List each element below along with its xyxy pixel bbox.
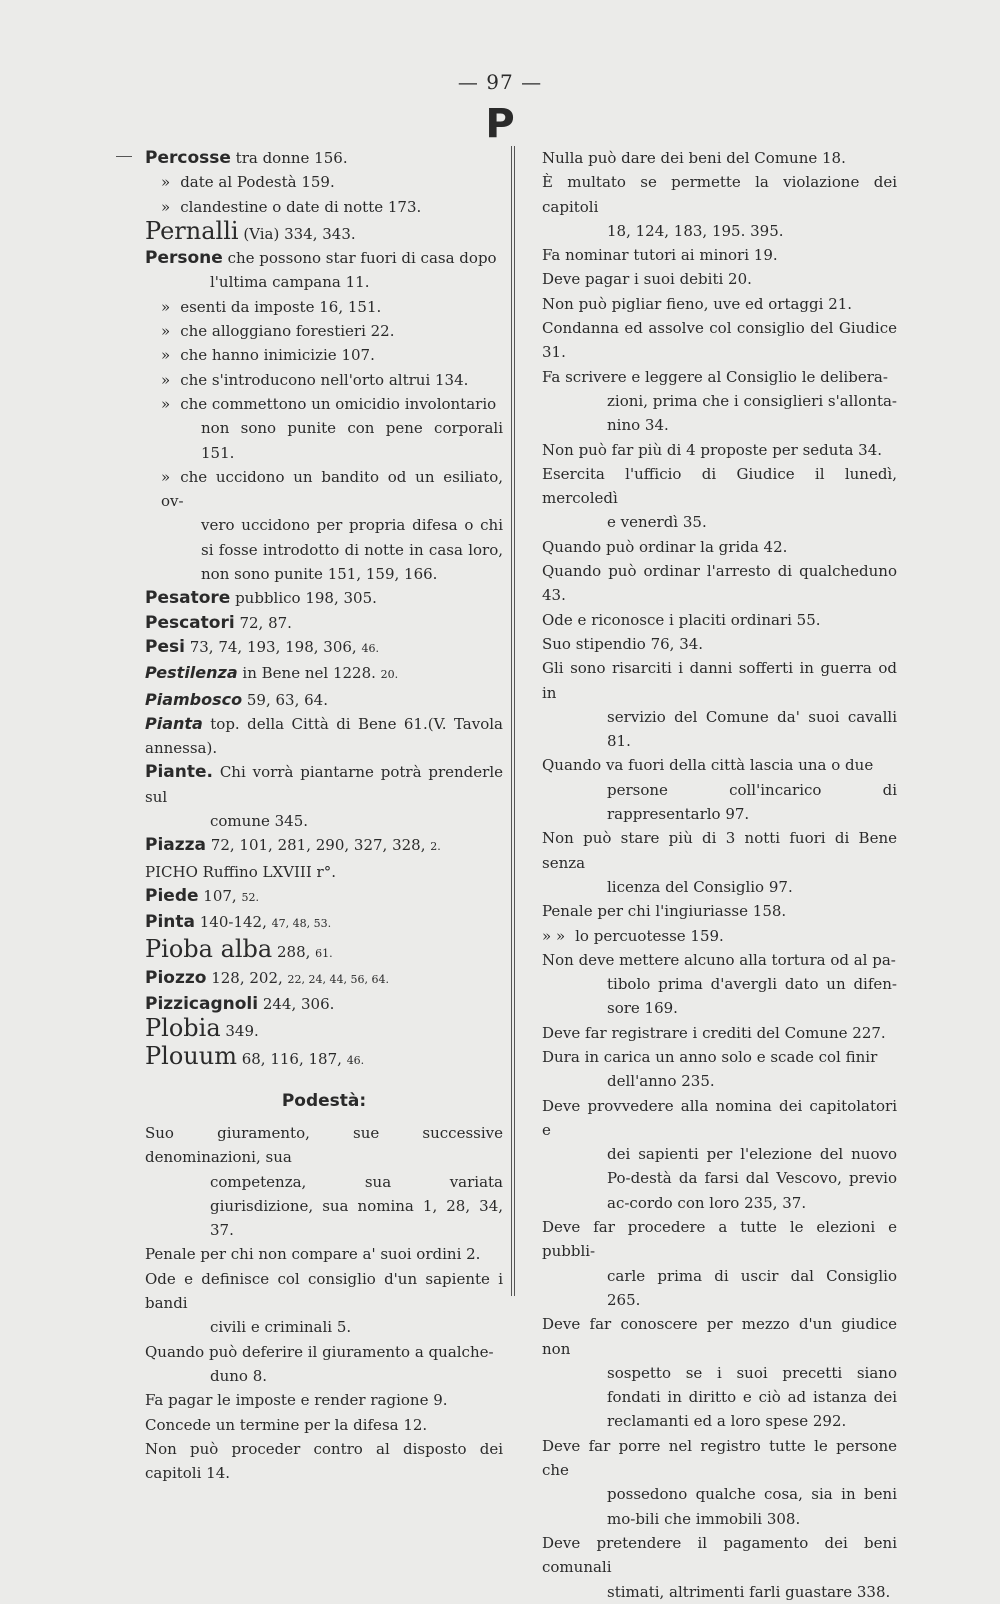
index-entry <box>145 1388 503 1412</box>
entry-text: Penale per chi non compare a' suoi ordini 2. <box>145 1245 481 1264</box>
entry-continuation: civili e criminali 5. <box>210 1318 352 1337</box>
entry-text: date al Podestà 159. <box>180 173 335 192</box>
index-entry <box>145 1413 503 1437</box>
entry-text: Deve far conoscere per mezzo d'un giudice non <box>542 1315 897 1358</box>
index-entry <box>145 992 503 1016</box>
index-entry <box>145 884 503 910</box>
entry-continuation: e venerdì 35. <box>607 513 707 532</box>
index-entry <box>542 1094 897 1215</box>
index-entry <box>145 910 503 936</box>
entry-continuation: dell'anno 235. <box>607 1072 715 1091</box>
index-entry <box>145 966 503 992</box>
entry-text: Chi vorrà piantarne potrà prenderle sul <box>145 763 503 806</box>
entry-text: 349. <box>220 1022 259 1041</box>
index-entries <box>145 146 503 1073</box>
index-entry <box>145 195 503 219</box>
entry-text: 72, 101, 281, 290, 327, 328, <box>206 836 431 855</box>
index-entry <box>542 1531 897 1604</box>
entry-page-ref: 46. <box>346 1053 365 1067</box>
page-number: — 97 — <box>457 70 543 94</box>
index-entry <box>542 924 897 948</box>
index-entry <box>542 535 897 559</box>
entry-continuation: dei sapienti per l'elezione del nuovo Po-destà da farsi dal Vescovo, previo ac-cordo con loro 235, 37. <box>607 1145 897 1212</box>
index-entry <box>145 1041 503 1073</box>
index-entry <box>542 146 897 170</box>
ditto-mark: » <box>161 370 171 389</box>
entry-text: Nulla può dare dei beni del Comune 18. <box>542 149 846 167</box>
index-entry <box>145 170 503 194</box>
entry-text: Condanna ed assolve col consiglio del Giudice 31. <box>542 319 897 362</box>
index-entry <box>542 948 897 1021</box>
entry-heading: Pestilenza <box>145 663 238 683</box>
entry-heading: Pianta <box>145 713 203 733</box>
entry-text: esenti da imposte 16, 151. <box>180 297 382 316</box>
entry-continuation: vero uccidono per propria difesa o chi si fosse introdotto di notte in casa loro, non sono punite 151, 159, 166. <box>201 516 503 584</box>
entry-continuation: carle prima di uscir dal Consiglio 265. <box>607 1266 897 1309</box>
entry-heading: Piozzo <box>145 967 207 988</box>
ditto-mark: » <box>161 346 171 365</box>
entry-text: Penale per chi l'ingiuriasse 158. <box>542 902 787 921</box>
index-entry <box>542 316 897 365</box>
entry-text: Non può proceder contro al disposto dei capitoli 14. <box>145 1439 503 1483</box>
entry-continuation: zioni, prima che i consiglieri s'allonta-nino 34. <box>607 391 897 435</box>
entry-text: Suo giuramento, sue successive denominazioni, sua <box>145 1123 503 1167</box>
entry-text: Quando può ordinar l'arresto di qualcheduno 43. <box>542 562 897 605</box>
index-entry <box>145 246 503 295</box>
entry-text: 244, 306. <box>258 995 335 1014</box>
entry-continuation: sospetto se i suoi precetti siano fondati in diritto e ciò ad istanza dei reclamanti ed a loro spese 292. <box>607 1363 897 1431</box>
entry-heading: Piante. <box>145 762 213 783</box>
entry-heading: Plobia <box>145 1014 221 1043</box>
entry-text: 288, <box>272 942 316 961</box>
entry-page-ref: 47, 48, 53. <box>271 917 332 931</box>
entry-heading: Persone <box>145 248 223 269</box>
entry-heading: Pescatori <box>145 612 235 633</box>
index-entry <box>145 688 503 712</box>
entry-heading: Percosse <box>145 148 231 168</box>
index-entry <box>145 146 503 170</box>
entry-text: È multato se permette la violazione dei capitoli <box>542 173 897 216</box>
index-entry <box>542 753 897 826</box>
index-entry <box>145 1016 503 1043</box>
index-entry <box>145 611 503 635</box>
entry-text: (Via) 334, 343. <box>238 224 356 243</box>
section-letter: P <box>485 101 515 147</box>
entry-text: Deve pagar i suoi debiti 20. <box>542 270 752 289</box>
entry-text: 128, 202, <box>206 968 288 987</box>
index-entry <box>145 760 503 833</box>
entry-heading: Pesatore <box>145 588 231 609</box>
entry-text: Non può far più di 4 proposte per seduta 34. <box>542 440 883 459</box>
entry-continuation: servizio del Comune da' suoi cavalli 81. <box>607 707 897 751</box>
ditto-mark: » <box>161 297 171 316</box>
entry-text: Ode e riconosce i placiti ordinari 55. <box>542 610 821 629</box>
entry-continuation: duno 8. <box>210 1366 268 1385</box>
entry-page-ref: 2. <box>430 840 441 854</box>
index-entry <box>542 1021 897 1045</box>
entry-heading: Piambosco <box>145 689 243 709</box>
entry-text: in Bene nel 1228. <box>237 664 381 683</box>
index-entry <box>145 1242 503 1266</box>
entry-continuation: persone coll'incarico di rappresentarlo 97. <box>607 780 897 824</box>
index-entry <box>542 826 897 899</box>
entry-text: top. della Città di Bene 61.(V. Tavola annessa). <box>145 714 503 758</box>
entry-continuation: tibolo prima d'avergli dato un difen-sore 169. <box>607 975 897 1018</box>
entry-text: Deve far procedere a tutte le elezioni e pubbli- <box>542 1218 897 1261</box>
index-entry <box>542 899 897 923</box>
entry-continuation: 18, 124, 183, 195. 395. <box>607 221 784 240</box>
right-column <box>542 146 897 1604</box>
entry-text: Gli sono risarciti i danni sofferti in guerra od in <box>542 659 897 702</box>
index-entry <box>542 365 897 438</box>
index-entry <box>145 833 503 859</box>
entry-text: Fa scrivere e leggere al Consiglio le delibera- <box>542 367 888 386</box>
entry-heading: Piede <box>145 885 199 906</box>
index-entry <box>145 635 503 661</box>
index-entry <box>542 559 897 608</box>
entry-text: 68, 116, 187, <box>236 1049 347 1068</box>
entry-text: Fa pagar le imposte e render ragione 9. <box>145 1391 448 1410</box>
entry-heading: Pesi <box>145 636 185 657</box>
index-entry <box>145 1340 503 1389</box>
entry-text: Non può stare più di 3 notti fuori di Bene senza <box>542 829 897 872</box>
entry-text: che possono star fuori di casa dopo <box>222 249 497 268</box>
entry-page-ref: 22, 24, 44, 56, 64. <box>287 972 390 986</box>
entry-text: Deve far registrare i crediti del Comune 227. <box>542 1023 886 1042</box>
entry-text: Deve pretendere il pagamento dei beni comunali <box>542 1533 897 1577</box>
entry-page-ref: 20. <box>380 668 399 682</box>
entry-continuation: stimati, altrimenti farli guastare 338. <box>607 1582 891 1601</box>
index-entry <box>542 1312 897 1433</box>
entry-continuation: l'ultima campana 11. <box>210 273 370 292</box>
entry-heading: Piazza <box>145 835 207 856</box>
entry-page-ref: 61. <box>315 946 333 960</box>
entry-text: clandestine o date di notte 173. <box>180 197 422 216</box>
index-entry <box>145 586 503 610</box>
entry-text: Ode e definisce col consiglio d'un sapiente i bandi <box>145 1269 503 1313</box>
entry-heading: Pinta <box>145 912 195 933</box>
entry-continuation: competenza, sua variata giurisdizione, sua nomina 1, 28, 34, 37. <box>210 1172 503 1240</box>
entry-text: Fa nominar tutori ai minori 19. <box>542 246 778 265</box>
entry-text: pubblico 198, 305. <box>230 589 377 608</box>
ditto-mark: » <box>161 467 171 486</box>
entry-text: Quando va fuori della città lascia una o due <box>542 756 874 775</box>
entry-text: Esercita l'ufficio di Giudice il lunedì, mercoledì <box>542 464 897 508</box>
podesta-entries <box>145 1121 503 1485</box>
entry-continuation: licenza del Consiglio 97. <box>607 877 793 896</box>
index-entry <box>542 170 897 243</box>
entry-text: Non può pigliar fieno, uve ed ortaggi 21. <box>542 294 853 313</box>
entry-text: PICHO Ruffino LXVIII r°. <box>145 862 336 881</box>
ditto-mark: » <box>161 394 171 413</box>
index-entry <box>542 608 897 632</box>
index-entry <box>542 267 897 291</box>
ditto-mark: » <box>161 197 171 216</box>
column-divider <box>511 146 515 1296</box>
index-entry <box>145 368 503 392</box>
entry-text: 72, 87. <box>234 613 292 632</box>
index-entry <box>145 1121 503 1242</box>
entry-text: che uccidono un bandito od un esiliato, ov- <box>161 467 503 511</box>
ditto-mark: » » <box>542 926 566 945</box>
entry-heading: Pizzicagnoli <box>145 994 259 1015</box>
entry-text: lo percuotesse 159. <box>575 926 724 945</box>
entry-heading: Pernalli <box>145 216 239 245</box>
section-title: Podestà: <box>281 1090 367 1111</box>
index-entry <box>145 465 503 586</box>
podesta-entries-continued <box>542 146 897 1604</box>
index-entry <box>542 1215 897 1312</box>
ditto-mark: » <box>161 322 171 341</box>
entry-text: Quando può ordinar la grida 42. <box>542 537 788 556</box>
ditto-mark: » <box>161 173 171 192</box>
index-entry <box>542 292 897 316</box>
entry-heading: Pioba alba <box>145 934 273 963</box>
index-entry <box>145 934 503 966</box>
entry-text: 140-142, <box>195 913 272 932</box>
entry-heading: Plouum <box>145 1041 237 1070</box>
index-entry <box>145 319 503 343</box>
index-entry <box>145 661 503 687</box>
entry-text: che s'introducono nell'orto altrui 134. <box>180 370 469 389</box>
index-entry <box>542 438 897 462</box>
entry-text: Non deve mettere alcuno alla tortura od al pa- <box>542 950 896 969</box>
index-entry <box>145 1267 503 1340</box>
entry-text: tra donne 156. <box>230 149 348 167</box>
entry-continuation: possedono qualche cosa, sia in beni mo-bili che immobili 308. <box>607 1485 897 1528</box>
entry-continuation: non sono punite con pene corporali 151. <box>201 419 503 462</box>
index-entry <box>542 1045 897 1094</box>
entry-page-ref: 52. <box>241 890 259 904</box>
entry-text: che commettono un omicidio involontario <box>180 394 497 413</box>
entry-text: Deve far porre nel registro tutte le persone che <box>542 1436 897 1480</box>
index-entry <box>542 656 897 753</box>
entry-text: 73, 74, 193, 198, 306, <box>184 637 362 656</box>
entry-text: 107, <box>198 886 242 905</box>
entry-page-ref: 46. <box>361 641 379 655</box>
index-entry <box>542 462 897 535</box>
entry-continuation: comune 345. <box>210 812 309 831</box>
index-entry <box>542 632 897 656</box>
entry-text: che alloggiano forestieri 22. <box>180 322 395 341</box>
entry-text: Quando può deferire il giuramento a qualche- <box>145 1342 494 1361</box>
entry-text: che hanno inimicizie 107. <box>180 346 375 365</box>
index-entry <box>145 216 503 246</box>
entry-text: Concede un termine per la difesa 12. <box>145 1415 428 1434</box>
index-entry <box>145 295 503 319</box>
index-entry <box>145 1437 503 1486</box>
margin-dash <box>116 156 132 157</box>
entry-text: Dura in carica un anno solo e scade col finir <box>542 1047 878 1066</box>
entry-text: Suo stipendio 76, 34. <box>542 634 704 653</box>
left-column <box>145 146 503 1485</box>
index-entry <box>542 1434 897 1531</box>
index-entry <box>145 712 503 761</box>
entry-text: Deve provvedere alla nomina dei capitolatori e <box>542 1096 897 1139</box>
entry-text: 59, 63, 64. <box>242 690 328 709</box>
index-entry <box>145 343 503 367</box>
index-entry <box>145 392 503 465</box>
index-entry <box>542 243 897 267</box>
index-entry <box>145 860 503 884</box>
